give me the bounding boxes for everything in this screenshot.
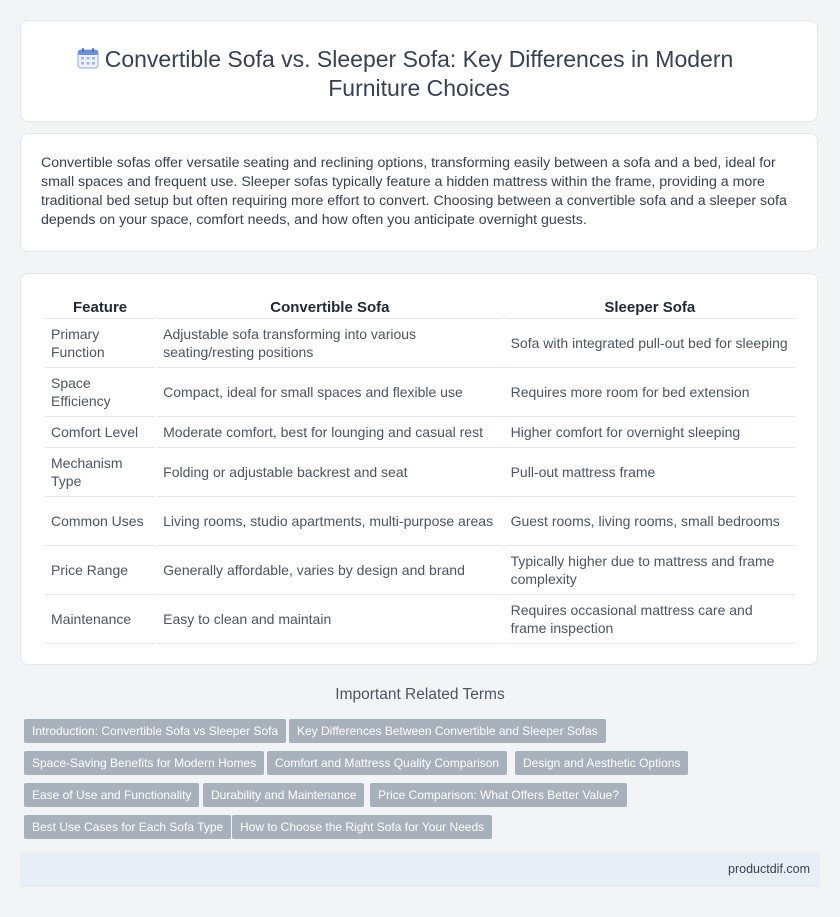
intro-card [20,133,818,252]
header-card [20,20,818,122]
table-row [45,319,795,368]
related-tag[interactable]: Best Use Cases for Each Sofa Type [24,815,231,839]
feature-cell: Common Uses [45,497,155,546]
sleeper-cell: Higher comfort for overnight sleeping [505,417,795,448]
header-convertible: Convertible Sofa [157,296,502,319]
related-terms-title: Important Related Terms [335,686,505,703]
header-sleeper: Sleeper Sofa [505,296,795,319]
related-tag[interactable]: How to Choose the Right Sofa for Your Needs [232,815,492,839]
page-title: Convertible Sofa vs. Sleeper Sofa: Key Differences in Modern Furniture Choices [104,46,734,101]
comparison-table-card [20,273,818,665]
sleeper-cell: Sofa with integrated pull-out bed for sleeping [505,319,795,368]
related-tag[interactable]: Introduction: Convertible Sofa vs Sleeper Sofa [24,719,286,743]
sleeper-cell: Requires occasional mattress care and frame inspection [505,595,795,644]
feature-cell: Primary Function [45,319,155,368]
table-row [45,368,795,417]
header-feature: Feature [45,296,155,319]
footer-site[interactable]: productdif.com [728,862,810,876]
convertible-cell: Compact, ideal for small spaces and flexible use [157,368,502,417]
related-tag[interactable]: Space-Saving Benefits for Modern Homes [24,751,264,775]
feature-cell: Maintenance [45,595,155,644]
feature-cell: Comfort Level [45,417,155,448]
table-header-row [45,296,795,319]
related-tag[interactable]: Durability and Maintenance [203,783,364,807]
footer [20,853,820,887]
convertible-cell: Generally affordable, varies by design and brand [157,546,502,595]
intro-paragraph: Convertible sofas offer versatile seating and reclining options, transforming easily between a sofa and a bed, ideal for small spaces and frequent use. Sleeper sofas typically feature a hidden mattress within the frame, providing a more traditional bed setup but often requiring more effort to convert. Choosing between a convertible sofa and a sleeper sofa depends on your space, comfort needs, and how often you anticipate overnight guests. [41,155,787,228]
convertible-cell: Moderate comfort, best for lounging and casual rest [157,417,502,448]
table-row [45,417,795,448]
related-tag[interactable]: Ease of Use and Functionality [24,783,199,807]
table-row [45,448,795,497]
sleeper-cell: Requires more room for bed extension [505,368,795,417]
sleeper-cell: Pull-out mattress frame [505,448,795,497]
feature-cell: Price Range [45,546,155,595]
sleeper-cell: Typically higher due to mattress and frame complexity [505,546,795,595]
convertible-cell: Living rooms, studio apartments, multi-purpose areas [157,497,502,546]
convertible-cell: Folding or adjustable backrest and seat [157,448,502,497]
related-tag[interactable]: Design and Aesthetic Options [515,751,688,775]
convertible-cell: Adjustable sofa transforming into various seating/resting positions [157,319,502,368]
table-row [45,595,795,644]
convertible-cell: Easy to clean and maintain [157,595,502,644]
related-tag[interactable]: Price Comparison: What Offers Better Value? [370,783,627,807]
related-tag[interactable]: Comfort and Mattress Quality Comparison [267,751,507,775]
table-row [45,546,795,595]
feature-cell: Space Efficiency [45,368,155,417]
feature-cell: Mechanism Type [45,448,155,497]
sleeper-cell: Guest rooms, living rooms, small bedrooms [505,497,795,546]
comparison-table [43,296,797,644]
table-row [45,497,795,546]
related-tag[interactable]: Key Differences Between Convertible and Sleeper Sofas [289,719,606,743]
